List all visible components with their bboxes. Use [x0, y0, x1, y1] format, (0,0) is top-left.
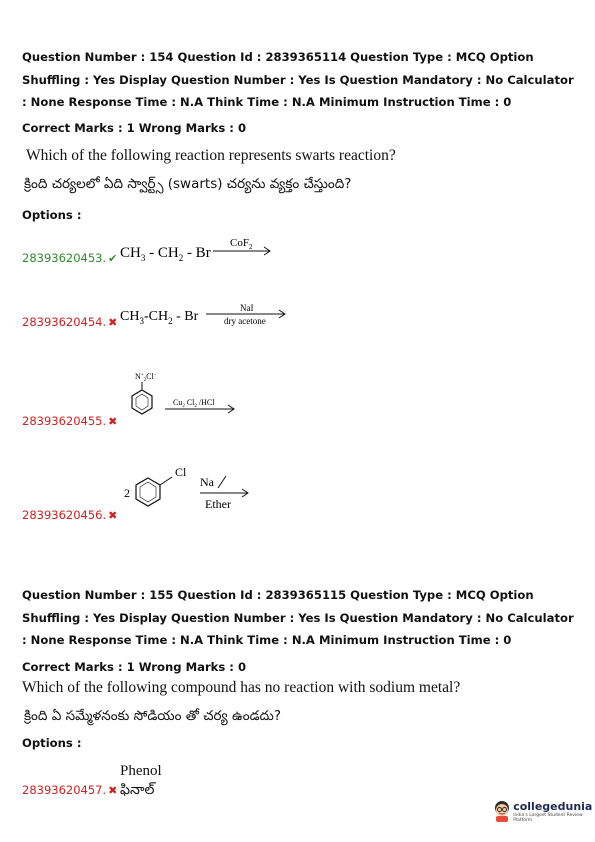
mascot-icon: [492, 799, 510, 823]
reaction-option-3: [120, 368, 250, 433]
option-text-en: Phenol: [120, 763, 162, 779]
svg-text:CoF2: CoF$_2$: [230, 237, 253, 251]
option-number: 28393620455.: [22, 414, 107, 428]
question-text-te: క్రింది చర్యలలో ఏది స్వార్ట్స్ (swarts) చర్యను వ్యక్తం చేస్తుంది?: [24, 176, 352, 192]
question-text-en: Which of the following compound has no reaction with sodium metal?: [22, 679, 461, 696]
option-id: [22, 783, 117, 797]
svg-text:Ether: Ether: [205, 497, 231, 511]
svg-text:CH3 - CH2 - Br: $CH_3 - CH_2$ - Br: [120, 245, 211, 263]
svg-text:CH3-CH2 - Br: $CH_3-CH_2$ - Br: [120, 309, 199, 326]
svg-text:dry acetone: dry acetone: [224, 316, 266, 326]
reaction-option-4: [120, 464, 260, 519]
option-id: [22, 508, 117, 522]
option-id: [22, 251, 117, 265]
question-marks: Correct Marks : 1 Wrong Marks : 0: [22, 121, 247, 135]
reaction-option-1: [120, 236, 300, 273]
svg-text:2: 2: [124, 486, 130, 500]
option-id: [22, 315, 117, 329]
option-number: 28393620454.: [22, 315, 107, 329]
svg-text:NaI: NaI: [240, 303, 254, 313]
check-icon: ✔: [108, 252, 118, 265]
logo-name: collegedunia: [513, 799, 593, 813]
reaction-option-2: [120, 300, 300, 337]
option-id: [22, 414, 117, 428]
svg-text:Cu2 Cl2 /HCl: $Cu_2$ $Cl_2$ /HCl: [173, 398, 215, 409]
cross-icon: ✖: [108, 316, 118, 329]
svg-text:Na: Na: [200, 475, 214, 489]
collegedunia-logo: [492, 799, 595, 823]
cross-icon: ✖: [108, 784, 118, 797]
option-number: 28393620456.: [22, 508, 107, 522]
cross-icon: ✖: [108, 415, 118, 428]
options-label: Options :: [22, 736, 82, 750]
logo-tagline: India's Largest Student Review Platform: [513, 812, 583, 823]
option-number: 28393620457.: [22, 783, 107, 797]
question-text-en: Which of the following reaction represents swarts reaction?: [26, 147, 396, 164]
question-marks: Correct Marks : 1 Wrong Marks : 0: [22, 660, 247, 674]
svg-text:N+2Cl−: $N^+_2Cl^-$: [135, 372, 157, 383]
option-number: 28393620453.: [22, 251, 107, 265]
question-text-te: క్రింది ఏ సమ్మేళనంకు సోడియం తో చర్య ఉండదు?: [24, 708, 281, 724]
option-text-te: ఫినాల్: [120, 782, 155, 798]
question-meta: Question Number : 154 Question Id : 2839365114 Question Type : MCQ Option Shuffling : Yes Display Question Number : Yes Is Question Mandatory : No Calculator : None Response Time : N.A Think Time : N.A Minimum Instruction Time : 0: [22, 50, 574, 109]
cross-icon: ✖: [108, 509, 118, 522]
question-meta: Question Number : 155 Question Id : 2839365115 Question Type : MCQ Option Shuffling : Yes Display Question Number : Yes Is Question Mandatory : No Calculator : None Response Time : N.A Think Time : N.A Minimum Instruction Time : 0: [22, 588, 574, 647]
svg-text:Cl: Cl: [175, 465, 187, 479]
options-label: Options :: [22, 208, 82, 222]
